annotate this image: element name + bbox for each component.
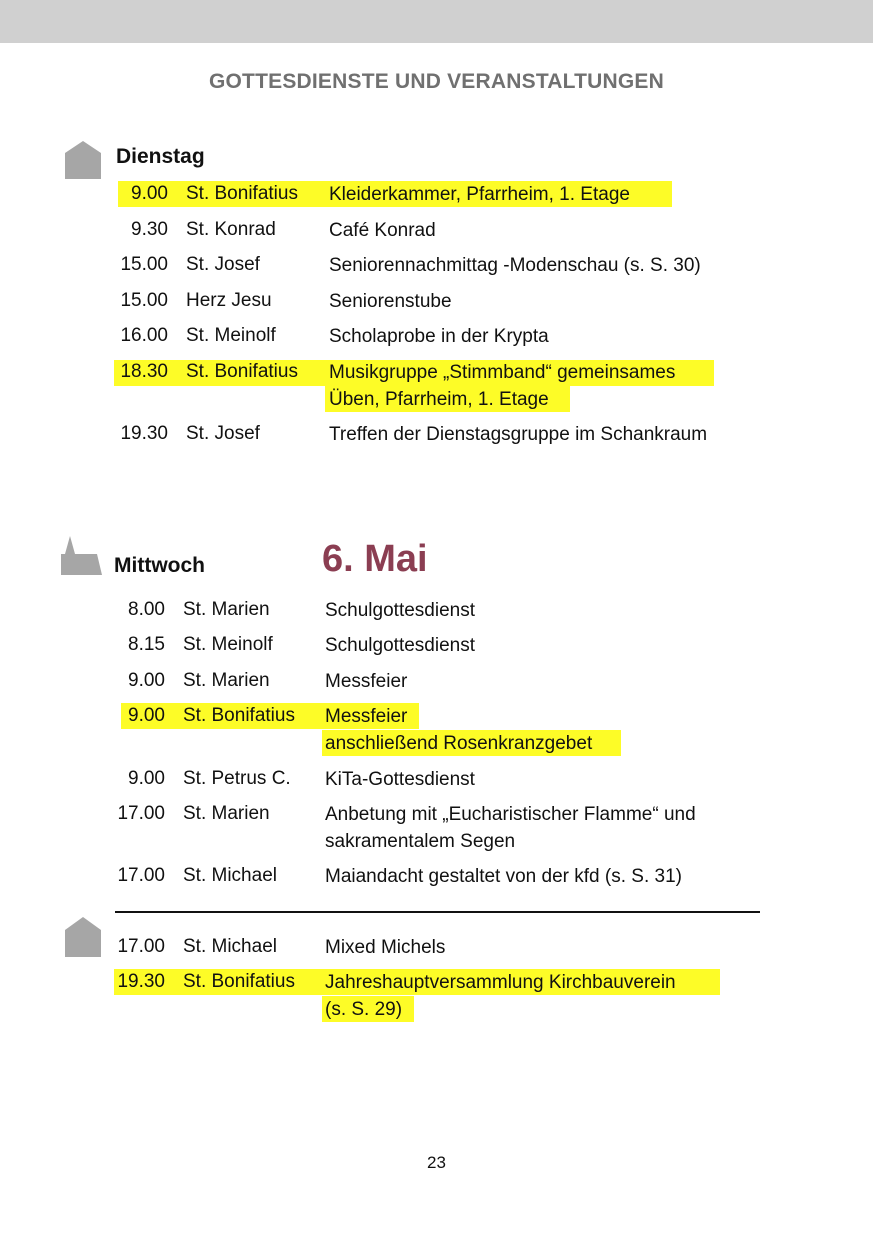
event-place: St. Marien [183,599,270,620]
event-description: Jahreshauptversammlung Kirchbauverein [325,972,676,993]
day-heading-dienstag: Dienstag [116,145,205,168]
event-description: Üben, Pfarrheim, 1. Etage [329,389,549,410]
event-time: 19.30 [120,423,168,444]
event-place: St. Bonifatius [183,705,295,726]
event-time: 9.00 [128,670,165,691]
event-description: (s. S. 29) [325,999,403,1020]
event-time: 16.00 [120,325,168,346]
event-description: Seniorennachmittag -Modenschau (s. S. 30) [329,255,701,276]
page-title: GOTTESDIENSTE UND VERANSTALTUNGEN [208,70,664,93]
church-icon [65,141,101,179]
day-heading-mittwoch: Mittwoch [114,554,205,577]
event-place: St. Josef [186,254,260,275]
top-bar [0,0,873,43]
event-time: 9.00 [128,768,165,789]
event-description: sakramentalem Segen [325,831,516,852]
event-place: St. Marien [183,803,270,824]
event-place: St. Bonifatius [186,183,298,204]
event-place: St. Meinolf [186,325,276,346]
event-time: 18.30 [120,361,168,382]
page-number: 23 [427,1153,446,1172]
event-time: 17.00 [117,865,165,886]
event-description: Anbetung mit „Eucharistischer Flamme“ und [325,804,696,825]
event-time: 19.30 [117,971,165,992]
event-description: Treffen der Dienstagsgruppe im Schankraum [329,424,708,445]
event-place: St. Bonifatius [186,361,298,382]
event-time: 9.30 [131,219,168,240]
event-place: St. Michael [183,865,277,886]
event-time: 8.00 [128,599,165,620]
event-description: Musikgruppe „Stimmband“ gemeinsames [329,362,676,383]
event-time: 9.00 [128,705,165,726]
event-time: 17.00 [117,803,165,824]
event-description: anschließend Rosenkranzgebet [325,733,593,754]
event-description: Schulgottesdienst [325,600,475,621]
event-description: KiTa-Gottesdienst [325,769,475,790]
event-description: Café Konrad [329,220,436,241]
event-place: St. Michael [183,936,277,957]
event-description: Messfeier [325,706,408,727]
event-time: 8.15 [128,634,165,655]
event-time: 9.00 [131,183,168,204]
event-time: 17.00 [117,936,165,957]
event-description: Maiandacht gestaltet von der kfd (s. S. 31) [325,866,682,887]
church-steeple-icon [61,536,102,575]
event-place: St. Marien [183,670,270,691]
event-place: Herz Jesu [186,290,272,311]
date-heading: 6. Mai [322,538,428,580]
event-description: Kleiderkammer, Pfarrheim, 1. Etage [329,184,630,205]
event-place: St. Josef [186,423,260,444]
section-divider [115,911,760,913]
event-place: St. Bonifatius [183,971,295,992]
event-description: Schulgottesdienst [325,635,475,656]
event-description: Messfeier [325,671,408,692]
event-place: St. Petrus C. [183,768,291,789]
event-time: 15.00 [120,290,168,311]
event-description: Seniorenstube [329,291,452,312]
event-place: St. Meinolf [183,634,273,655]
event-time: 15.00 [120,254,168,275]
event-place: St. Konrad [186,219,276,240]
event-description: Mixed Michels [325,937,446,958]
event-description: Scholaprobe in der Krypta [329,326,549,347]
